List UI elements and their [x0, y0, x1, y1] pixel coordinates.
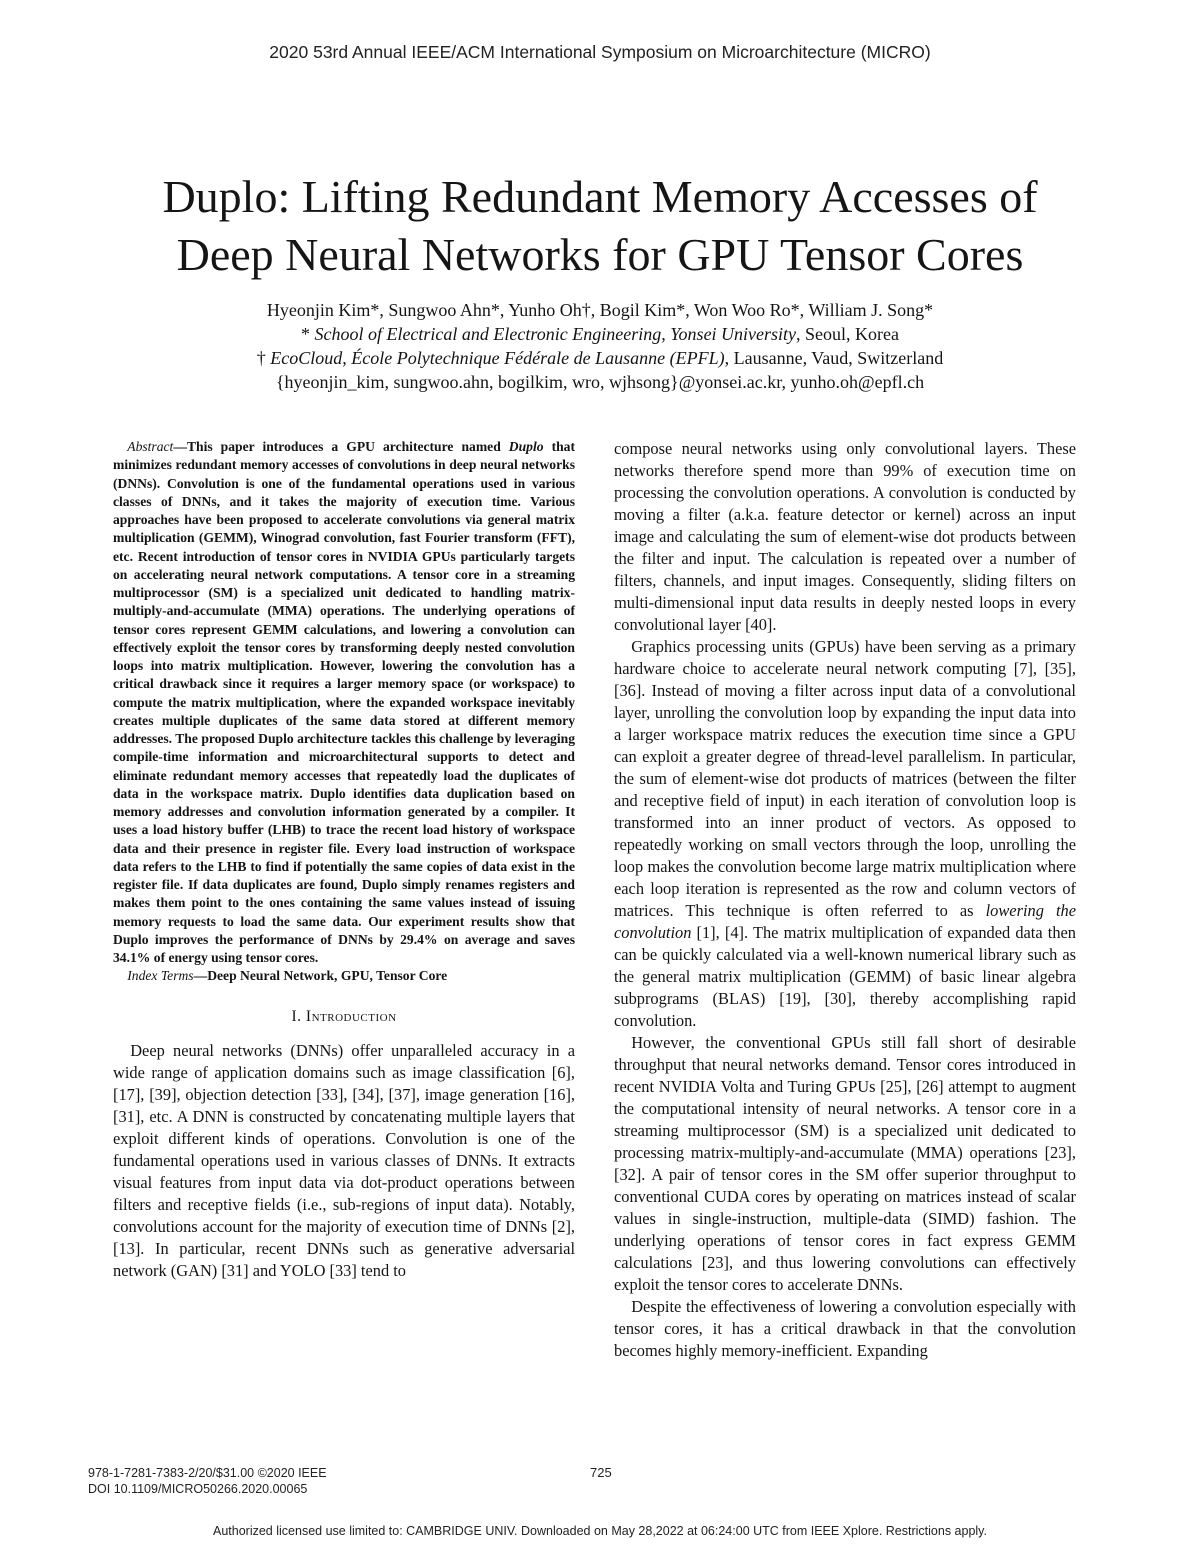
- section-number: I.: [291, 1007, 302, 1025]
- affiliation-2-mark: †: [256, 348, 266, 368]
- index-terms-text: Deep Neural Network, GPU, Tensor Core: [207, 968, 448, 984]
- abstract-dash: —: [173, 439, 187, 454]
- page-number: 725: [590, 1465, 612, 1480]
- affiliation-1-location: , Seoul, Korea: [796, 324, 900, 344]
- index-terms: [113, 967, 575, 985]
- title-line-1: Duplo: Lifting Redundant Memory Accesses of: [162, 171, 1038, 222]
- intro-paragraph: Deep neural networks (DNNs) offer unparalleled accuracy in a wide range of application domains such as image classification [6], [17], [39], objection detection [33], [34], [37], image generation [16], [31], etc. A DNN is constructed by concatenating multiple layers that exploit different kinds of operations. Convolution is one of the fundamental operations used in various classes of DNNs. It extracts visual features from input data via dot-product operations between filters and receptive fields (i.e., sub-regions of input data). Notably, convolutions account for the majority of execution time of DNNs [2], [13]. In particular, recent DNNs such as generative adversarial network (GAN) [31] and YOLO [33] tend to: [113, 1040, 575, 1280]
- paragraph-continued: compose neural networks using only convolutional layers. These networks therefore spend more than 99% of execution time on processing the convolution operations. A convolution is conducted by moving a filter (a.k.a. feature detector or kernel) across an input image and calculating the sum of element-wise dot products between the filter and input. The calculation is repeated over a number of filters, channels, and input images. Consequently, sliding filters on multi-dimensional input data results in deeply nested loops in every convolutional layer [40].: [614, 439, 1076, 634]
- section-title: Introduction: [305, 1007, 397, 1025]
- left-column: [113, 438, 575, 1282]
- right-column: [614, 438, 1076, 1362]
- section-heading: [113, 1006, 575, 1028]
- footer-doi: DOI 10.1109/MICRO50266.2020.00065: [88, 1482, 308, 1496]
- affiliation-2-institution: EcoCloud, École Polytechnique Fédérale de Lausanne (EPFL): [270, 348, 725, 368]
- paragraph-gpus-text-end: [1], [4]. The matrix multiplication of expanded data then can be quickly calculated via a well-known numerical library such as the general matrix multiplication (GEMM) of basic linear algebra subprograms (BLAS) [19], [30], thereby accomplishing rapid convolution.: [614, 923, 1076, 1030]
- conference-header: 2020 53rd Annual IEEE/ACM International Symposium on Microarchitecture (MICRO): [269, 42, 931, 62]
- abstract: [113, 438, 575, 967]
- author-block: [100, 298, 1100, 394]
- abstract-label: Abstract: [127, 439, 174, 454]
- affiliation-1-institution: School of Electrical and Electronic Engineering, Yonsei University: [314, 324, 797, 344]
- abstract-body: that minimizes redundant memory accesses of convolutions in deep neural networks (DNNs). Convolution is one of the fundamental operations used in various classes of DNNs, and it takes the majority of execution time. Various approaches have been proposed to accelerate convolutions via general matrix multiplication (GEMM), Winograd convolution, fast Fourier transform (FFT), etc. Recent introduction of tensor cores in NVIDIA GPUs particularly targets on accelerating neural network computations. A tensor core in a streaming multiprocessor (SM) is a specialized unit dedicated to handling matrix-multiply-and-accumulate (MMA) operations. The underlying operations of tensor cores represent GEMM calculations, and lowering a convolution can effectively exploit the tensor cores by transforming deeply nested convolution loops into matrix multiplication. However, lowering the convolution has a critical drawback since it requires a larger memory space (or workspace) to compute the matrix multiplication, where the expanded workspace inevitably creates multiple duplicates of the same data stored at different memory addresses. The proposed Duplo architecture tackles this challenge by leveraging compile-time information and microarchitectural supports to detect and eliminate redundant memory accesses that repeatedly load the duplicates of data in the workspace matrix. Duplo identifies data duplication based on memory addresses and convolution information generated by a compiler. It uses a load history buffer (LHB) to trace the recent load history of workspace data and their presence in register file. Every load instruction of workspace data refers to the LHB to find if potentially the same copies of data exist in the register file. If data duplicates are found, Duplo simply renames registers and makes them point to the ones containing the same values instead of issuing memory requests to load the same data. Our experiment results show that Duplo improves the performance of DNNs by 29.4% on average and saves 34.1% of energy using tensor cores.: [113, 439, 575, 965]
- affiliation-1-mark: *: [300, 324, 310, 344]
- abstract-system-name: Duplo: [508, 439, 544, 454]
- paper-title: [100, 168, 1100, 284]
- affiliation-2-location: , Lausanne, Vaud, Switzerland: [724, 348, 944, 368]
- abstract-intro: This paper introduces a GPU architecture named: [186, 439, 509, 454]
- paragraph-tensor-cores: However, the conventional GPUs still fall short of desirable throughput that neural networks demand. Tensor cores introduced in recent NVIDIA Volta and Turing GPUs [25], [26] attempt to augment the computational intensity of neural networks. A tensor core in a streaming multiprocessor (SM) is a specialized unit dedicated to processing matrix-multiply-and-accumulate (MMA) operations [23], [32]. A pair of tensor cores in the SM offer superior throughput to conventional CUDA cores by operating on matrices instead of scalar values in single-instruction, multiple-data (SIMD) fashion. The underlying operations of tensor cores in fact express GEMM calculations [23], and thus lowering convolutions can effectively exploit the tensor cores to accelerate DNNs.: [614, 1033, 1076, 1294]
- footer-isbn: 978-1-7281-7383-2/20/$31.00 ©2020 IEEE: [88, 1466, 327, 1480]
- affiliation-2: [100, 346, 1100, 370]
- author-emails: {hyeonjin_kim, sungwoo.ahn, bogilkim, wro, wjhsong}@yonsei.ac.kr, yunho.oh@epfl.ch: [275, 372, 925, 392]
- paragraph-gpus-text: Graphics processing units (GPUs) have been serving as a primary hardware choice to accelerate neural network computing [7], [35], [36]. Instead of moving a filter across input data of a convolutional layer, unrolling the convolution loop by expanding the input data into a larger workspace matrix reduces the execution time since a GPU can exploit a greater degree of thread-level parallelism. In particular, the sum of element-wise dot products of matrices (between the filter and receptive field of input) in each iteration of convolution loop is transformed into an inner product of vectors. As opposed to repeatedly working on small vectors through the loop, unrolling the loop makes the convolution become large matrix multiplication where each loop iteration is represented as the row and column vectors of matrices. This technique is often referred to as: [614, 637, 1076, 920]
- paragraph-drawback: Despite the effectiveness of lowering a convolution especially with tensor cores, it has a critical drawback in that the convolution becomes highly memory-inefficient. Expanding: [614, 1297, 1076, 1360]
- author-list: Hyeonjin Kim*, Sungwoo Ahn*, Yunho Oh†, Bogil Kim*, Won Woo Ro*, William J. Song*: [266, 300, 934, 320]
- paragraph-gpus: [614, 636, 1076, 1032]
- authorization-notice: Authorized licensed use limited to: CAMBRIDGE UNIV. Downloaded on May 28,2022 at 06:24:00 UTC from IEEE Xplore. Restrictions apply.: [213, 1524, 987, 1538]
- footer-publication-info: [88, 1465, 327, 1497]
- lowering-term: lowering the convolution: [614, 901, 1077, 942]
- index-terms-dash: —: [193, 968, 208, 984]
- affiliation-1: [100, 322, 1100, 346]
- title-line-2: Deep Neural Networks for GPU Tensor Cores: [176, 229, 1024, 280]
- index-terms-label: Index Terms: [127, 968, 194, 984]
